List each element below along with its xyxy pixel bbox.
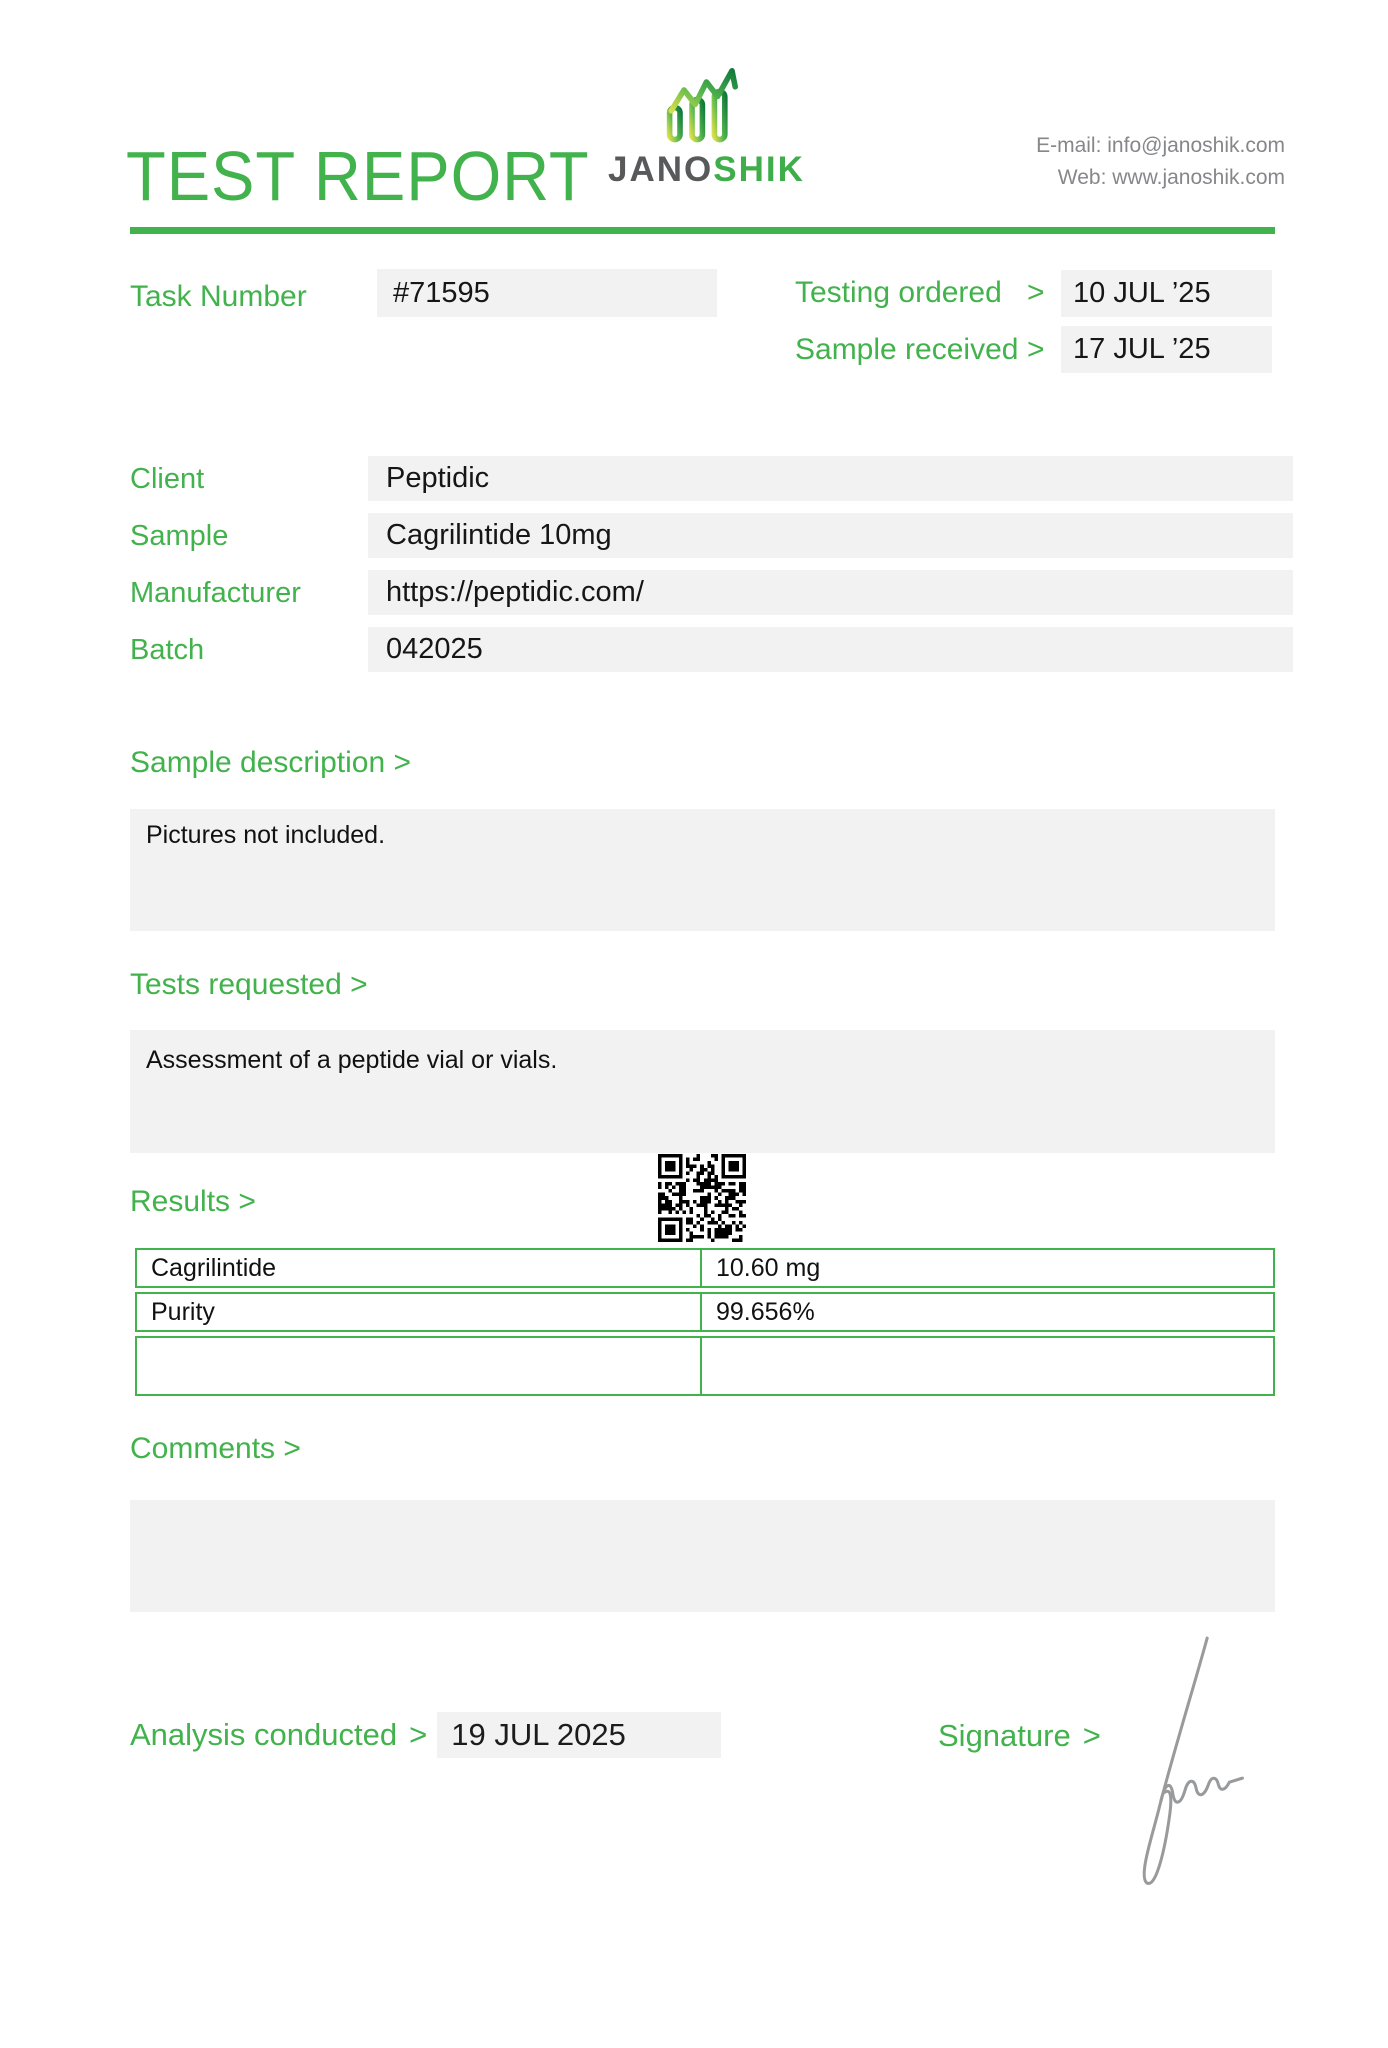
testing-ordered-value-box [1061,270,1272,317]
header-rule [130,227,1275,234]
brand-wordmark [608,150,808,190]
sample-label: Sample [130,520,229,552]
sample-received-value: 17 JUL ’25 [1073,333,1211,365]
brand-wordmark-green: SHIK [713,150,805,189]
manufacturer-value: https://peptidic.com/ [386,576,644,608]
comments-box [130,1500,1275,1612]
comments-label: Comments > [130,1432,301,1465]
contact-web: Web: www.janoshik.com [1057,166,1285,189]
sample-received-label: Sample received [795,332,1019,366]
page-title: TEST REPORT [126,137,590,215]
testing-ordered-row [795,269,1272,317]
results-table-row-3 [135,1336,1275,1396]
client-value: Peptidic [386,462,490,494]
analysis-conducted-row [130,1712,721,1758]
sample-received-row [795,326,1272,373]
analysis-conducted-label: Analysis conducted [130,1717,398,1752]
signature-row [938,1718,1101,1754]
contact-email: E-mail: info@janoshik.com [1036,134,1285,157]
testing-ordered-arrow: > [1027,276,1045,309]
analysis-date-box [437,1712,721,1758]
sample-description-label: Sample description > [130,746,411,779]
sample-description-box: Pictures not included. [130,809,1275,931]
results-table-row-2 [135,1292,1275,1332]
task-number-value-box [377,269,717,317]
client-value-box [368,456,1293,501]
value-cell: 99.656% [716,1297,815,1326]
signature-label: Signature [938,1718,1071,1753]
analyte-cell: Purity [137,1294,702,1330]
sample-received-value-box [1061,326,1272,373]
batch-label: Batch [130,634,205,666]
analysis-date-value: 19 JUL 2025 [451,1717,626,1752]
value-cell: 10.60 mg [716,1253,821,1282]
signature-arrow: > [1082,1718,1101,1753]
tests-requested-box: Assessment of a peptide vial or vials. [130,1030,1275,1153]
manufacturer-value-box [368,570,1293,615]
testing-ordered-label: Testing ordered [795,276,1002,309]
sample-value: Cagrilintide 10mg [386,519,612,551]
results-table-row-1 [135,1248,1275,1288]
qr-code [658,1154,746,1242]
batch-value: 042025 [386,633,483,665]
batch-value-box [368,627,1293,672]
task-number-value: #71595 [393,276,490,309]
analyte-cell [137,1338,702,1394]
brand-wordmark-gray: JANO [608,150,714,189]
testing-ordered-value: 10 JUL ’25 [1073,276,1211,309]
sample-received-arrow: > [1027,332,1045,366]
task-number-label: Task Number [130,280,307,313]
value-cell [702,1338,1273,1394]
janoshik-growth-bars-icon [656,66,752,146]
tests-requested-label: Tests requested > [130,968,368,1001]
sample-value-box [368,513,1293,558]
client-label: Client [130,463,205,495]
contact-block [1036,130,1285,194]
handwritten-signature-icon [1118,1630,1250,1892]
analyte-cell: Cagrilintide [137,1250,702,1286]
manufacturer-label: Manufacturer [130,577,301,609]
results-label: Results > [130,1185,256,1218]
analysis-conducted-arrow: > [409,1717,428,1752]
